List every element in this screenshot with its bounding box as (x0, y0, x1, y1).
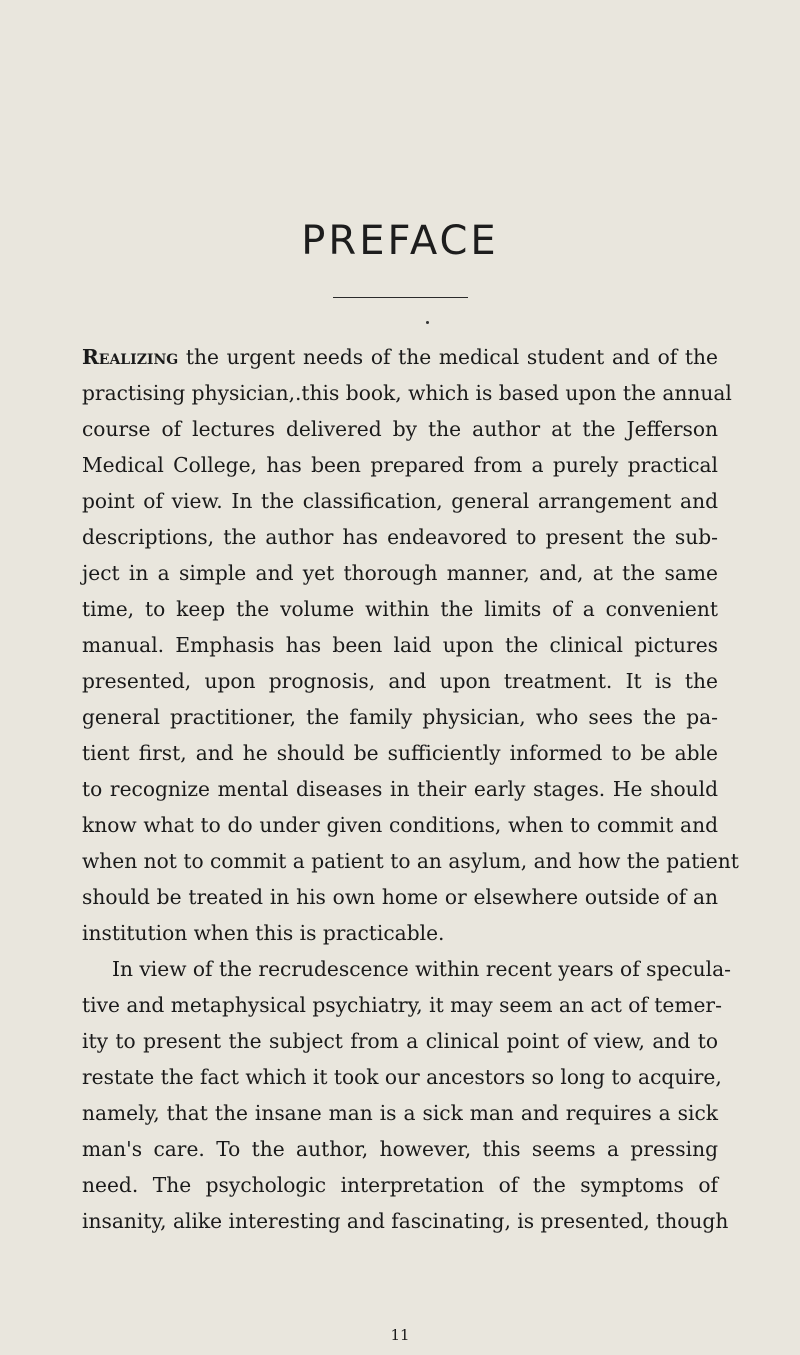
text-line: when not to commit a patient to an asylum, and how the patient (82, 849, 739, 873)
page-number: 11 (390, 1326, 410, 1344)
text-line: need. The psychologic interpretation of the symptoms of (82, 1173, 718, 1197)
text-line: to recognize mental diseases in their early stages. He should (82, 777, 718, 801)
text-line: manual. Emphasis has been laid upon the clinical pictures (82, 633, 718, 657)
text-line: institution when this is practicable. (82, 921, 445, 945)
title-divider (333, 297, 468, 298)
text-line: ject in a simple and yet thorough manner, and, at the same (82, 561, 718, 585)
text-line: know what to do under given conditions, when to commit and (82, 813, 718, 837)
text-line: should be treated in his own home or elsewhere outside of an (82, 885, 718, 909)
text-line: point of view. In the classification, general arrangement and (82, 489, 718, 513)
text-line: namely, that the insane man is a sick man and requires a sick (82, 1101, 718, 1125)
text-line: practising physician,.this book, which is based upon the annual (82, 381, 732, 405)
lead-word: Realizing (82, 345, 179, 369)
text-line (82, 339, 718, 375)
print-speck (426, 321, 429, 324)
text-line: ity to present the subject from a clinical point of view, and to (82, 1029, 718, 1053)
page-title: PREFACE (301, 218, 499, 264)
text-line: general practitioner, the family physician, who sees the pa- (82, 705, 718, 729)
text-line: descriptions, the author has endeavored to present the sub- (82, 525, 718, 549)
text-line: course of lectures delivered by the author at the Jefferson (82, 417, 718, 441)
text-line: tive and metaphysical psychiatry, it may seem an act of temer- (82, 993, 722, 1017)
text-line: man's care. To the author, however, this seems a pressing (82, 1137, 718, 1161)
text-line: insanity, alike interesting and fascinating, is presented, though (82, 1209, 729, 1233)
text-line: restate the fact which it took our ancestors so long to acquire, (82, 1065, 722, 1089)
text-line: presented, upon prognosis, and upon treatment. It is the (82, 669, 718, 693)
text-line: In view of the recrudescence within recent years of specula- (112, 957, 731, 981)
text-line: tient first, and he should be sufficiently informed to be able (82, 741, 718, 765)
text-line: Medical College, has been prepared from a purely practical (82, 453, 718, 477)
text-line-rest: the urgent needs of the medical student and of the (178, 345, 718, 369)
text-line: time, to keep the volume within the limits of a convenient (82, 597, 718, 621)
